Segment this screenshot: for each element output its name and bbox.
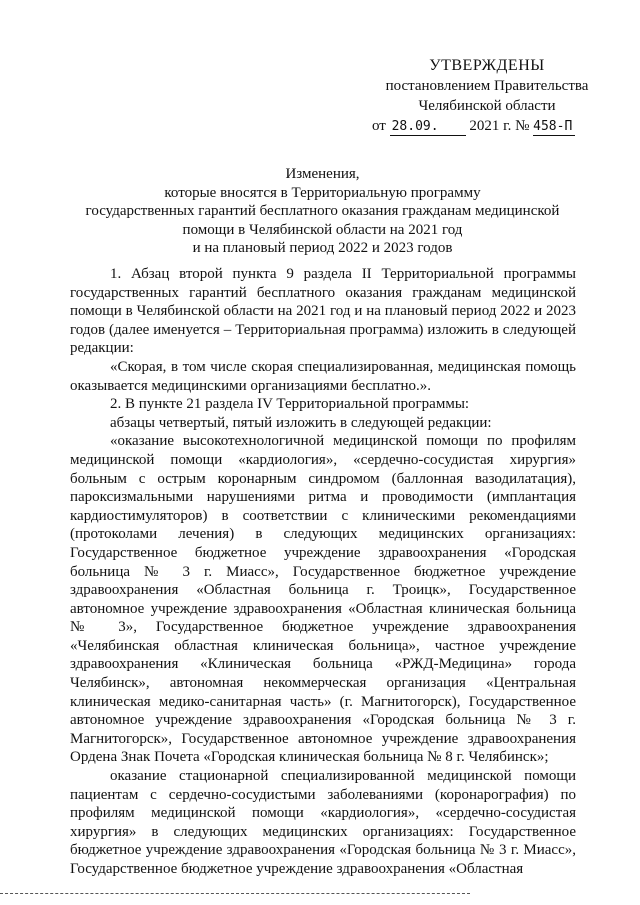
paragraph: «Скорая, в том числе скорая специализированная, медицинская помощь оказывается медицинскими организациями бесплатно.».	[70, 358, 576, 394]
paragraph: 1. Абзац второй пункта 9 раздела II Территориальной программы государственных гарантий бесплатного оказания гражданам медицинской помощи в Челябинской области на 2021 год и на плановый период 2022 и 2023 годов (далее именуется – Территориальная программа) изложить в следующей редакции:	[70, 266, 576, 357]
title-line-5: и на плановый период 2022 и 2023 годов	[192, 240, 453, 256]
paragraph: абзацы четвертый, пятый изложить в следующей редакции:	[110, 414, 492, 431]
date-prefix: от	[372, 118, 386, 134]
title-line-1: Изменения,	[285, 166, 360, 182]
approval-line-1: постановлением Правительства	[385, 78, 589, 94]
handwritten-number: 458-П	[533, 119, 575, 136]
title-line-2: которые вносятся в Территориальную программу	[164, 184, 481, 201]
paragraph: 2. В пункте 21 раздела IV Территориальной программы:	[110, 396, 470, 413]
approval-stamp-block	[362, 56, 612, 136]
paragraph: оказание стационарной специализированной медицинской помощи пациентам с сердечно-сосудистыми заболеваниями (коронарография) по профилям медицинской помощи «кардиология», «сердечно-сосудистая хирургия» в следующих медицинских организациях: Государственное бюджетное учреждение здравоохранения «Городская больница № 3 г. Миасс», Государственное бюджетное учреждение здравоохранения «Областная	[70, 768, 576, 877]
footer-divider	[0, 893, 470, 894]
year-number-text: 2021 г. №	[469, 118, 530, 134]
document-title	[70, 165, 575, 258]
approval-line-2: Челябинской области	[418, 98, 556, 114]
paragraph: «оказание высокотехнологичной медицинской помощи по профилям медицинской помощи «кардиология», «сердечно-сосудистая хирургия» больным с острым коронарным синдромом (баллонная вазодилатация), пароксизмальными нарушениями ритма и проводимости (имплантация кардиостимуляторов) в соответствии с клиническими рекомендациями (протоколами лечения) в следующих медицинских организациях: Государственное бюджетное учреждение здравоохранения «Городская больница № 3 г. Миасс», Государственное бюджетное учреждение здравоохранения «Областная больница г. Троицк», Государственное автономное учреждение здравоохранения «Областная клиническая больница № 3», Государственное бюджетное учреждение здравоохранения «Челябинская областная клиническая больница», частное учреждение здравоохранения «Клиническая больница «РЖД-Медицина» города Челябинск», автономная некоммерческая организация «Центральная клиническая медико-санитарная часть» (г. Магнитогорск), Государственное автономное учреждение здравоохранения «Городская больница № 3 г. Магнитогорск», Государственное автономное учреждение здравоохранения Ордена Знак Почета «Городская клиническая больница № 8 г. Челябинск»;	[70, 433, 576, 766]
document-body	[70, 265, 576, 879]
approval-title: УТВЕРЖДЕНЫ	[429, 57, 545, 74]
title-line-3: государственных гарантий бесплатного оказания гражданам медицинской	[85, 203, 560, 219]
title-line-4: помощи в Челябинской области на 2021 год	[182, 221, 463, 238]
approval-date-line	[362, 116, 612, 136]
handwritten-date: 28.09.	[390, 119, 466, 136]
